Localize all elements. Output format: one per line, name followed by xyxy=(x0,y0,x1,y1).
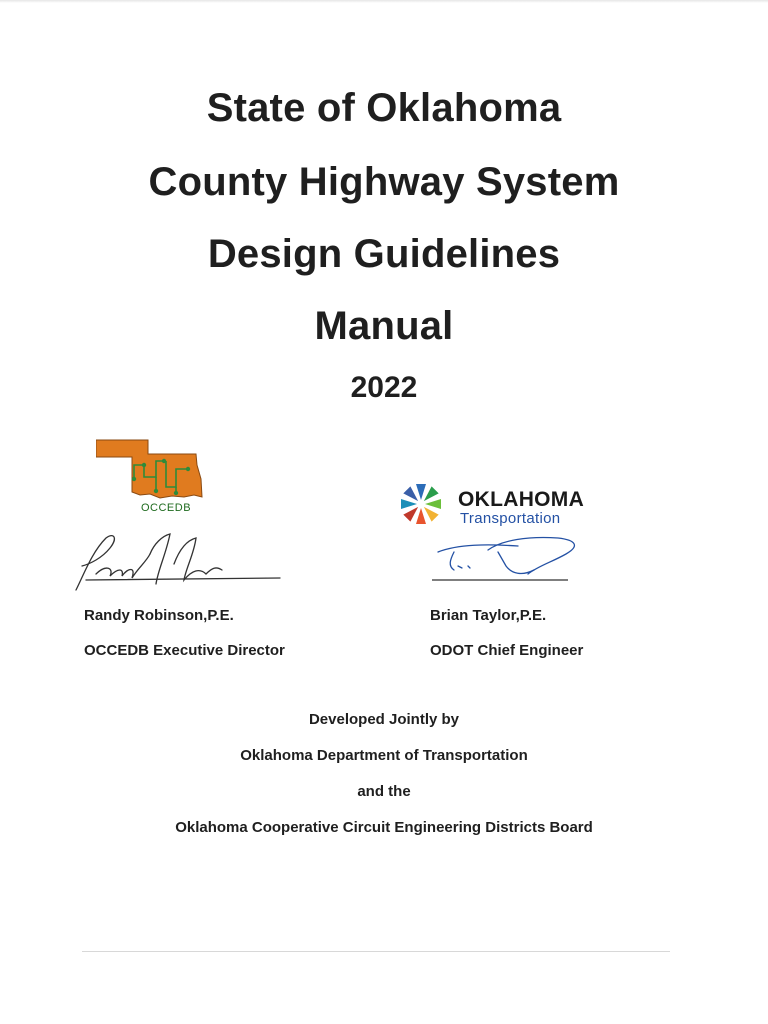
developed-line-1: Developed Jointly by xyxy=(308,711,460,728)
title-line-3: Design Guidelines xyxy=(207,232,561,276)
title-line-2: County Highway System xyxy=(148,160,620,204)
signature-brian-taylor xyxy=(428,530,588,586)
signature-randy-robinson xyxy=(66,524,282,596)
signatory-left-title: OCCEDB Executive Director xyxy=(84,642,285,659)
developed-line-2: Oklahoma Department of Transportation xyxy=(240,747,528,764)
occedb-logo-label: OCCEDB xyxy=(140,502,192,514)
publication-year: 2022 xyxy=(350,371,418,404)
signatory-right-title: ODOT Chief Engineer xyxy=(430,642,584,659)
odot-logo-subtitle: Transportation xyxy=(460,510,561,527)
title-line-1: State of Oklahoma xyxy=(206,86,562,130)
developed-line-3: and the xyxy=(357,783,411,800)
signatory-left-name: Randy Robinson,P.E. xyxy=(84,607,234,624)
odot-logo xyxy=(392,480,612,528)
page-top-edge xyxy=(0,0,768,3)
developed-line-4: Oklahoma Cooperative Circuit Engineering Districts Board xyxy=(175,819,593,836)
odot-star-mark xyxy=(392,480,450,528)
bottom-divider xyxy=(82,951,670,952)
title-line-4: Manual xyxy=(314,304,454,348)
odot-logo-name: OKLAHOMA xyxy=(458,488,585,511)
signatory-right-name: Brian Taylor,P.E. xyxy=(430,607,547,624)
